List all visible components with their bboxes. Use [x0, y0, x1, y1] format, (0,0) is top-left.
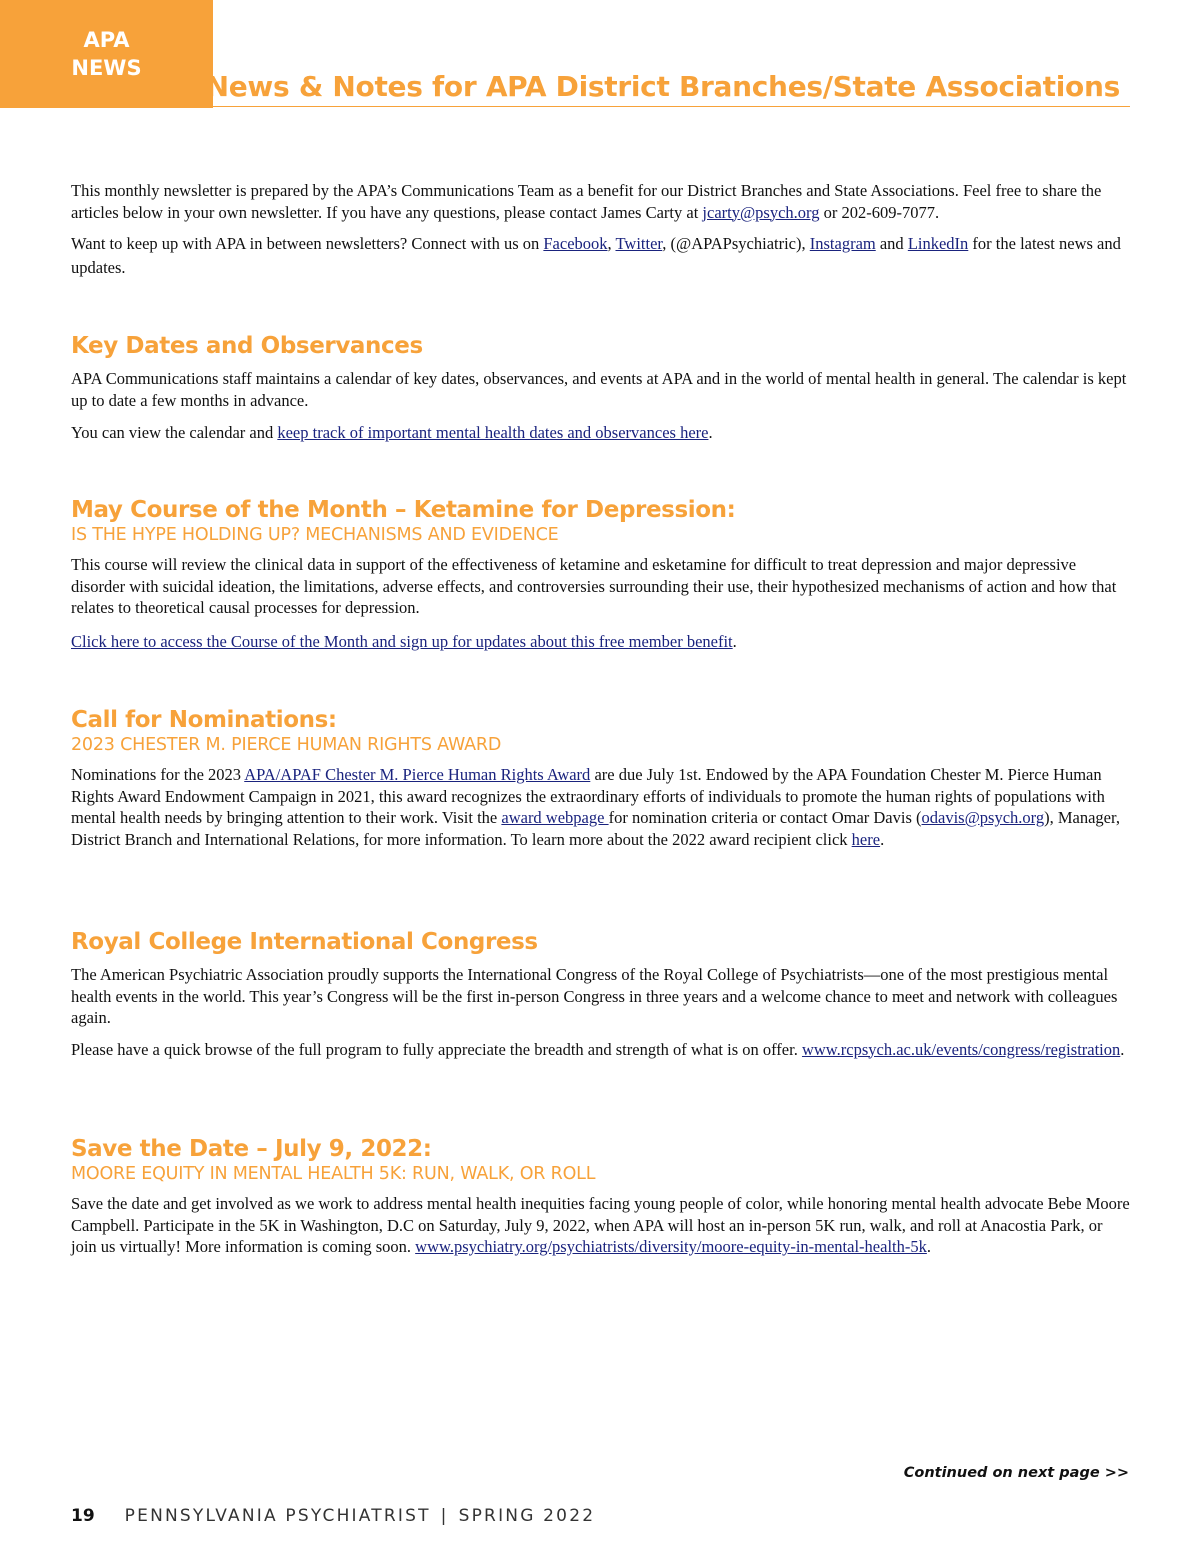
continued-next-page: Continued on next page >>	[903, 1465, 1129, 1481]
save-date-text: Save the date and get involved as we work to address mental health inequities facing young people of color, while honoring mental health advocate Bebe Moore Campbell. Participate in the 5K in Washington, D.C on Saturday, July 9, 2022, when APA will host an in-person 5K run, walk, and roll at Anacostia Park, or join us virtually! More information is coming soon.	[71, 1194, 1130, 1256]
congress-paragraph-1: The American Psychiatric Association proudly supports the International Congress of the Royal College of Psychiatrists—one of the most prestigious mental health events in the world. This year’s Congress will be the first in-person Congress in three years and a welcome chance to meet and network with colleagues again.	[71, 965, 1118, 1027]
save-date-section	[71, 1135, 1131, 1267]
course-link-end: .	[732, 631, 737, 651]
save-date-paragraph	[71, 1193, 1131, 1258]
issue-name: SPRING 2022	[458, 1506, 596, 1526]
award-webpage-link[interactable]: award webpage	[501, 808, 609, 827]
key-dates-paragraph-2	[71, 422, 1131, 444]
apa-news-tab	[0, 0, 213, 108]
header-divider	[213, 106, 1130, 107]
page-title: News & Notes for APA District Branches/State Associations	[205, 70, 1120, 103]
publication-name: PENNSYLVANIA PSYCHIATRIST	[124, 1506, 431, 1526]
linkedin-link[interactable]: LinkedIn	[907, 234, 969, 253]
intro-text-1: This monthly newsletter is prepared by the APA’s Communications Team as a benefit for our District Branches and State Associations. Feel free to share the articles below in your own newsletter. If you have any questions, please contact James Carty at	[71, 181, 1102, 222]
nominations-text-5: .	[880, 829, 885, 849]
congress-text: Please have a quick browse of the full program to fully appreciate the breadth and strength of what is on offer.	[71, 1039, 802, 1059]
page-footer	[71, 1506, 595, 1526]
nominations-section	[71, 706, 1131, 859]
course-subheading: IS THE HYPE HOLDING UP? MECHANISMS AND EVIDENCE	[71, 525, 559, 545]
course-paragraph: This course will review the clinical data in support of the effectiveness of ketamine and esketamine for difficult to treat depression and major depressive disorder with suicidal ideation, the limitations, adverse effects, and controversies surrounding their use, their hypothesized mechanisms of action and how that relates to theoretical causal processes for depression.	[71, 555, 1117, 617]
email-link-jcarty[interactable]: jcarty@psych.org	[702, 202, 820, 222]
course-section	[71, 496, 1131, 661]
rcpsych-registration-link[interactable]: www.rcpsych.ac.uk/events/congress/registration	[801, 1039, 1121, 1059]
tab-line-news: NEWS	[71, 56, 142, 80]
and-text: and	[875, 234, 908, 253]
comma-text: ,	[607, 234, 616, 253]
twitter-link[interactable]: Twitter	[615, 234, 663, 253]
key-dates-heading: Key Dates and Observances	[71, 333, 423, 359]
save-date-text-end: .	[926, 1237, 931, 1256]
moore-equity-link[interactable]: www.psychiatry.org/psychiatrists/diversity/moore-equity-in-mental-health-5k	[415, 1237, 927, 1256]
save-date-heading: Save the Date – July 9, 2022:	[71, 1136, 432, 1162]
congress-section	[71, 928, 1131, 1071]
nominations-heading: Call for Nominations:	[71, 707, 337, 733]
pierce-award-link[interactable]: APA/APAF Chester M. Pierce Human Rights Award	[244, 765, 591, 784]
nominations-text-1: Nominations for the 2023	[71, 765, 245, 784]
intro-text-1-end: or 202-609-7077.	[819, 202, 940, 222]
nominations-text-4: ), Manager, District Branch and International Relations, for more information. To learn more about the 2022 award recipient click	[71, 808, 1120, 849]
nominations-paragraph	[71, 764, 1131, 850]
nominations-text-3: for nomination criteria or contact Omar Davis (	[608, 808, 922, 827]
twitter-handle-text: , (@APAPsychiatric),	[662, 234, 810, 253]
facebook-link[interactable]: Facebook	[543, 234, 608, 253]
key-dates-section	[71, 332, 1131, 453]
intro-paragraph-2	[71, 232, 1131, 280]
email-link-odavis[interactable]: odavis@psych.org	[921, 808, 1045, 827]
course-link-paragraph	[71, 631, 1131, 653]
award-recipient-link[interactable]: here	[851, 829, 881, 849]
course-heading: May Course of the Month – Ketamine for Depression:	[71, 497, 736, 523]
nominations-subheading: 2023 CHESTER M. PIERCE HUMAN RIGHTS AWARD	[71, 735, 502, 755]
instagram-link[interactable]: Instagram	[809, 234, 876, 253]
congress-paragraph-2	[71, 1038, 1131, 1062]
key-dates-text-end: .	[708, 423, 713, 442]
congress-heading: Royal College International Congress	[71, 929, 538, 955]
key-dates-paragraph-1: APA Communications staff maintains a calendar of key dates, observances, and events at APA and in the world of mental health in general. The calendar is kept up to date a few months in advance.	[71, 369, 1127, 410]
congress-text-end: .	[1120, 1039, 1125, 1059]
key-dates-text: You can view the calendar and	[71, 423, 278, 442]
intro-paragraph-1	[71, 180, 1131, 223]
intro-text-2: Want to keep up with APA in between newsletters? Connect with us on	[71, 234, 544, 253]
calendar-link[interactable]: keep track of important mental health dates and observances here	[277, 423, 709, 442]
intro-text-2-end: for the latest news and updates.	[71, 234, 1121, 277]
intro-section	[71, 180, 1131, 289]
course-of-month-link[interactable]: Click here to access the Course of the Month and sign up for updates about this free member benefit	[71, 631, 733, 651]
nominations-text-2: are due July 1st. Endowed by the APA Foundation Chester M. Pierce Human Rights Award Endowment Campaign in 2021, this award recognizes the extraordinary efforts of individuals to promote the human rights of populations with mental health needs by bringing attention to their work. Visit the	[71, 765, 1105, 827]
page-number: 19	[71, 1506, 95, 1526]
tab-line-apa: APA	[83, 28, 130, 52]
footer-separator: |	[440, 1506, 449, 1526]
save-date-subheading: MOORE EQUITY IN MENTAL HEALTH 5K: RUN, WALK, OR ROLL	[71, 1164, 596, 1184]
